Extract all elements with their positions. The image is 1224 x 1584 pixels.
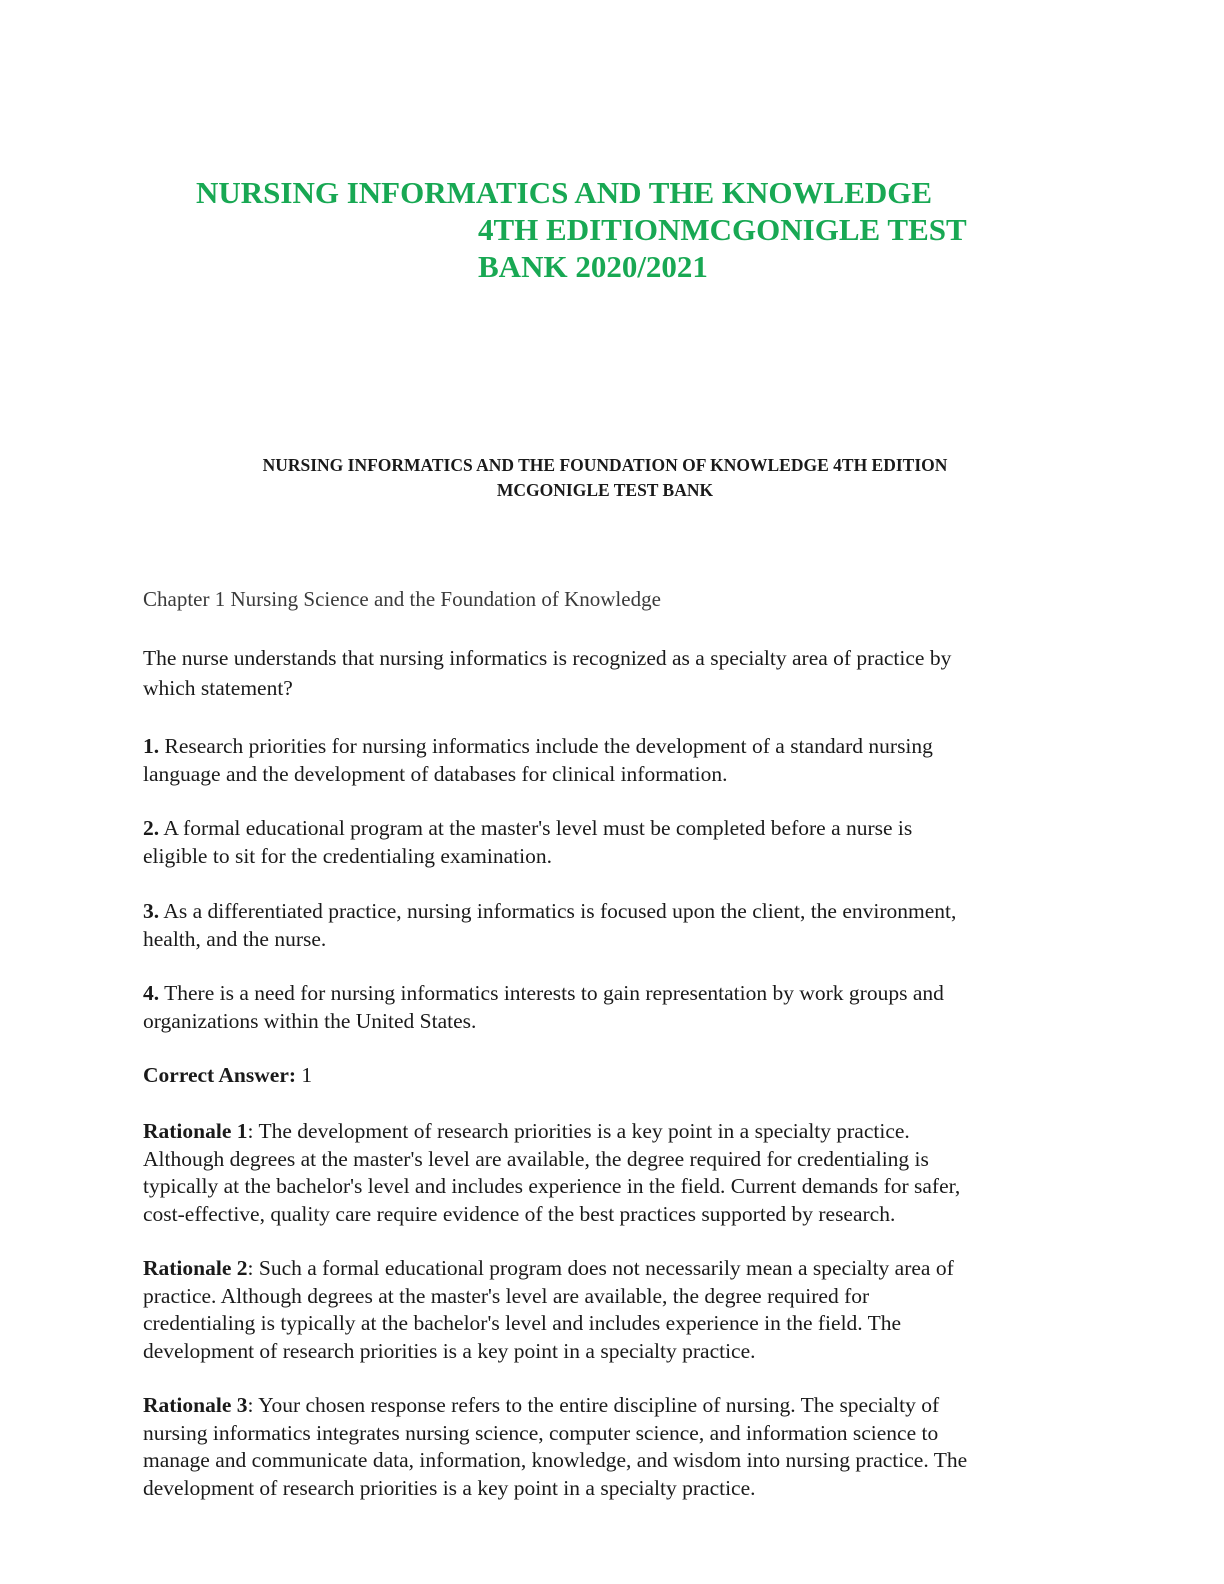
option-number: 3. xyxy=(143,899,160,923)
rationale-text: : Your chosen response refers to the entire discipline of nursing. The specialty of xyxy=(247,1393,940,1417)
document-subtitle xyxy=(140,453,1070,503)
option-text: language and the development of databases for clinical information. xyxy=(143,761,728,786)
answer-option-4 xyxy=(143,980,1073,1035)
rationale-text: cost-effective, quality care require evidence of the best practices supported by research. xyxy=(143,1201,896,1226)
title-line-3: BANK 2020/2021 xyxy=(478,249,708,284)
answer-option-3 xyxy=(143,898,1073,953)
title-line-2: 4TH EDITIONMCGONIGLE TEST xyxy=(478,212,967,247)
option-text: organizations within the United States. xyxy=(143,1008,477,1033)
option-text: health, and the nurse. xyxy=(143,926,327,951)
rationale-3 xyxy=(143,1392,1073,1502)
rationale-text: : The development of research priorities is a key point in a specialty practice. xyxy=(247,1119,910,1143)
correct-answer xyxy=(143,1062,1073,1090)
answer-option-2 xyxy=(143,815,1073,870)
subtitle-line-2: MCGONIGLE TEST BANK xyxy=(496,480,714,500)
rationale-label: Rationale 1 xyxy=(143,1119,248,1143)
option-text: A formal educational program at the master's level must be completed before a nurse is xyxy=(159,816,913,840)
question-stem xyxy=(143,643,1073,703)
option-text: There is a need for nursing informatics interests to gain representation by work groups and xyxy=(159,981,944,1005)
rationale-text: : Such a formal educational program does not necessarily mean a specialty area of xyxy=(247,1256,954,1280)
rationale-text: manage and communicate data, information, knowledge, and wisdom into nursing practice. The xyxy=(143,1448,968,1472)
option-number: 4. xyxy=(143,981,160,1005)
title-line-1: NURSING INFORMATICS AND THE KNOWLEDGE xyxy=(196,175,933,210)
option-text: eligible to sit for the credentialing examination. xyxy=(143,843,552,868)
rationale-label: Rationale 3 xyxy=(143,1393,248,1417)
rationale-text: development of research priorities is a key point in a specialty practice. xyxy=(143,1475,756,1500)
rationale-text: Although degrees at the master's level are available, the degree required for credentialing is xyxy=(143,1146,929,1171)
rationale-text: credentialing is typically at the bachelor's level and includes experience in the field. The xyxy=(143,1311,902,1335)
option-number: 2. xyxy=(143,816,160,840)
rationale-2 xyxy=(143,1255,1073,1365)
rationale-1 xyxy=(143,1118,1073,1228)
correct-answer-label: Correct Answer: xyxy=(143,1063,297,1087)
option-number: 1. xyxy=(143,734,160,758)
option-text: Research priorities for nursing informatics include the development of a standard nursing xyxy=(159,734,933,758)
rationale-text: development of research priorities is a key point in a specialty practice. xyxy=(143,1338,756,1363)
rationale-label: Rationale 2 xyxy=(143,1256,248,1280)
question-line: The nurse understands that nursing informatics is recognized as a specialty area of practice by xyxy=(143,646,952,670)
rationale-text: typically at the bachelor's level and includes experience in the field. Current demands for safer, xyxy=(143,1174,961,1198)
chapter-heading: Chapter 1 Nursing Science and the Foundation of Knowledge xyxy=(143,587,661,611)
rationale-text: nursing informatics integrates nursing science, computer science, and information science to xyxy=(143,1420,939,1445)
document-title xyxy=(196,174,1096,285)
rationale-text: practice. Although degrees at the master's level are available, the degree required for xyxy=(143,1283,870,1308)
option-text: As a differentiated practice, nursing informatics is focused upon the client, the environment, xyxy=(159,899,957,923)
answer-option-1 xyxy=(143,733,1073,788)
correct-answer-value: 1 xyxy=(296,1063,313,1087)
question-line: which statement? xyxy=(143,676,293,700)
subtitle-line-1: NURSING INFORMATICS AND THE FOUNDATION OF KNOWLEDGE 4TH EDITION xyxy=(262,455,948,475)
